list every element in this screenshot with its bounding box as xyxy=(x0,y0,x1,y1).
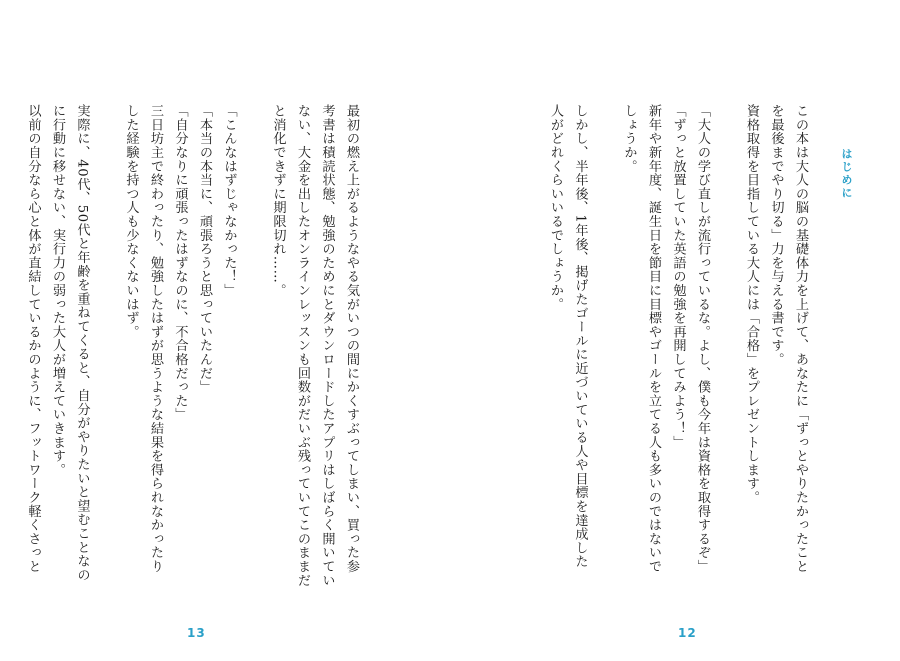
page-number-left: 13 xyxy=(187,626,206,640)
text-line: 三日坊主で終わったり、勉強したはずが思うような結果を得られなかったり xyxy=(148,104,163,574)
page-number-right: 12 xyxy=(678,626,697,640)
text-line: 「自分なりに頑張ったはずなのに、不合格だった」 xyxy=(172,104,188,422)
section-heading: はじめに xyxy=(840,148,853,200)
text-line: 「こんなはずじゃなかった！」 xyxy=(221,104,237,298)
text-line: 以前の自分なら心と体が直結しているかのように、フットワーク軽くさっと xyxy=(25,104,41,574)
text-line: 人がどれくらいいるでしょうか。 xyxy=(548,104,563,311)
paragraph-gap xyxy=(592,104,617,604)
text-line: 「大人の学び直しが流行っているな。よし、僕も今年は資格を取得するぞ」 xyxy=(695,104,710,574)
paragraph-gap xyxy=(241,104,266,604)
text-line: に行動に移せない、実行力の弱った大人が増えていきます。 xyxy=(50,104,65,477)
text-line: 実際に、40代、50代と年齢を重ねてくると、自分がやりたいと望むことなの xyxy=(74,104,90,582)
text-line: 「ずっと放置していた英語の勉強を再開してみよう！」 xyxy=(670,104,686,449)
text-line: 資格取得を目指している大人には「合格」をプレゼントします。 xyxy=(744,104,759,505)
text-line: しかし、半年後、1年後、掲げたゴールに近づいている人や目標を達成した xyxy=(572,104,588,569)
paragraph-gap xyxy=(94,104,119,604)
text-line: 最初の燃え上がるようなやる気がいつの間にかくすぶってしまい、買った参 xyxy=(344,104,359,574)
text-line: ない、大金を出したオンラインレッスンも回数がだいぶ残っていてこのままだ xyxy=(295,104,310,587)
paragraph-gap xyxy=(714,104,739,604)
text-line: を最後までやり切る」力を与える書です。 xyxy=(768,104,784,367)
text-line: 考書は積読状態、勉強のためにとダウンロードしたアプリはしばらく開いてい xyxy=(319,104,335,587)
text-line: この本は大人の脳の基礎体力を上げて、あなたに「ずっとやりたかったこと xyxy=(793,104,808,574)
text-line: した経験を持つ人も少なくないはず。 xyxy=(123,104,139,339)
text-line: と消化できずに期限切れ……。 xyxy=(270,104,286,298)
text-line: 「本当の本当に、頑張ろうと思っていたんだ」 xyxy=(197,104,212,394)
right-page-body xyxy=(543,104,813,604)
text-line: 新年や新年度、誕生日を節目に目標やゴールを立てる人も多いのではないで xyxy=(646,104,661,574)
text-line: しょうか。 xyxy=(621,104,637,173)
left-page-body xyxy=(20,104,363,604)
